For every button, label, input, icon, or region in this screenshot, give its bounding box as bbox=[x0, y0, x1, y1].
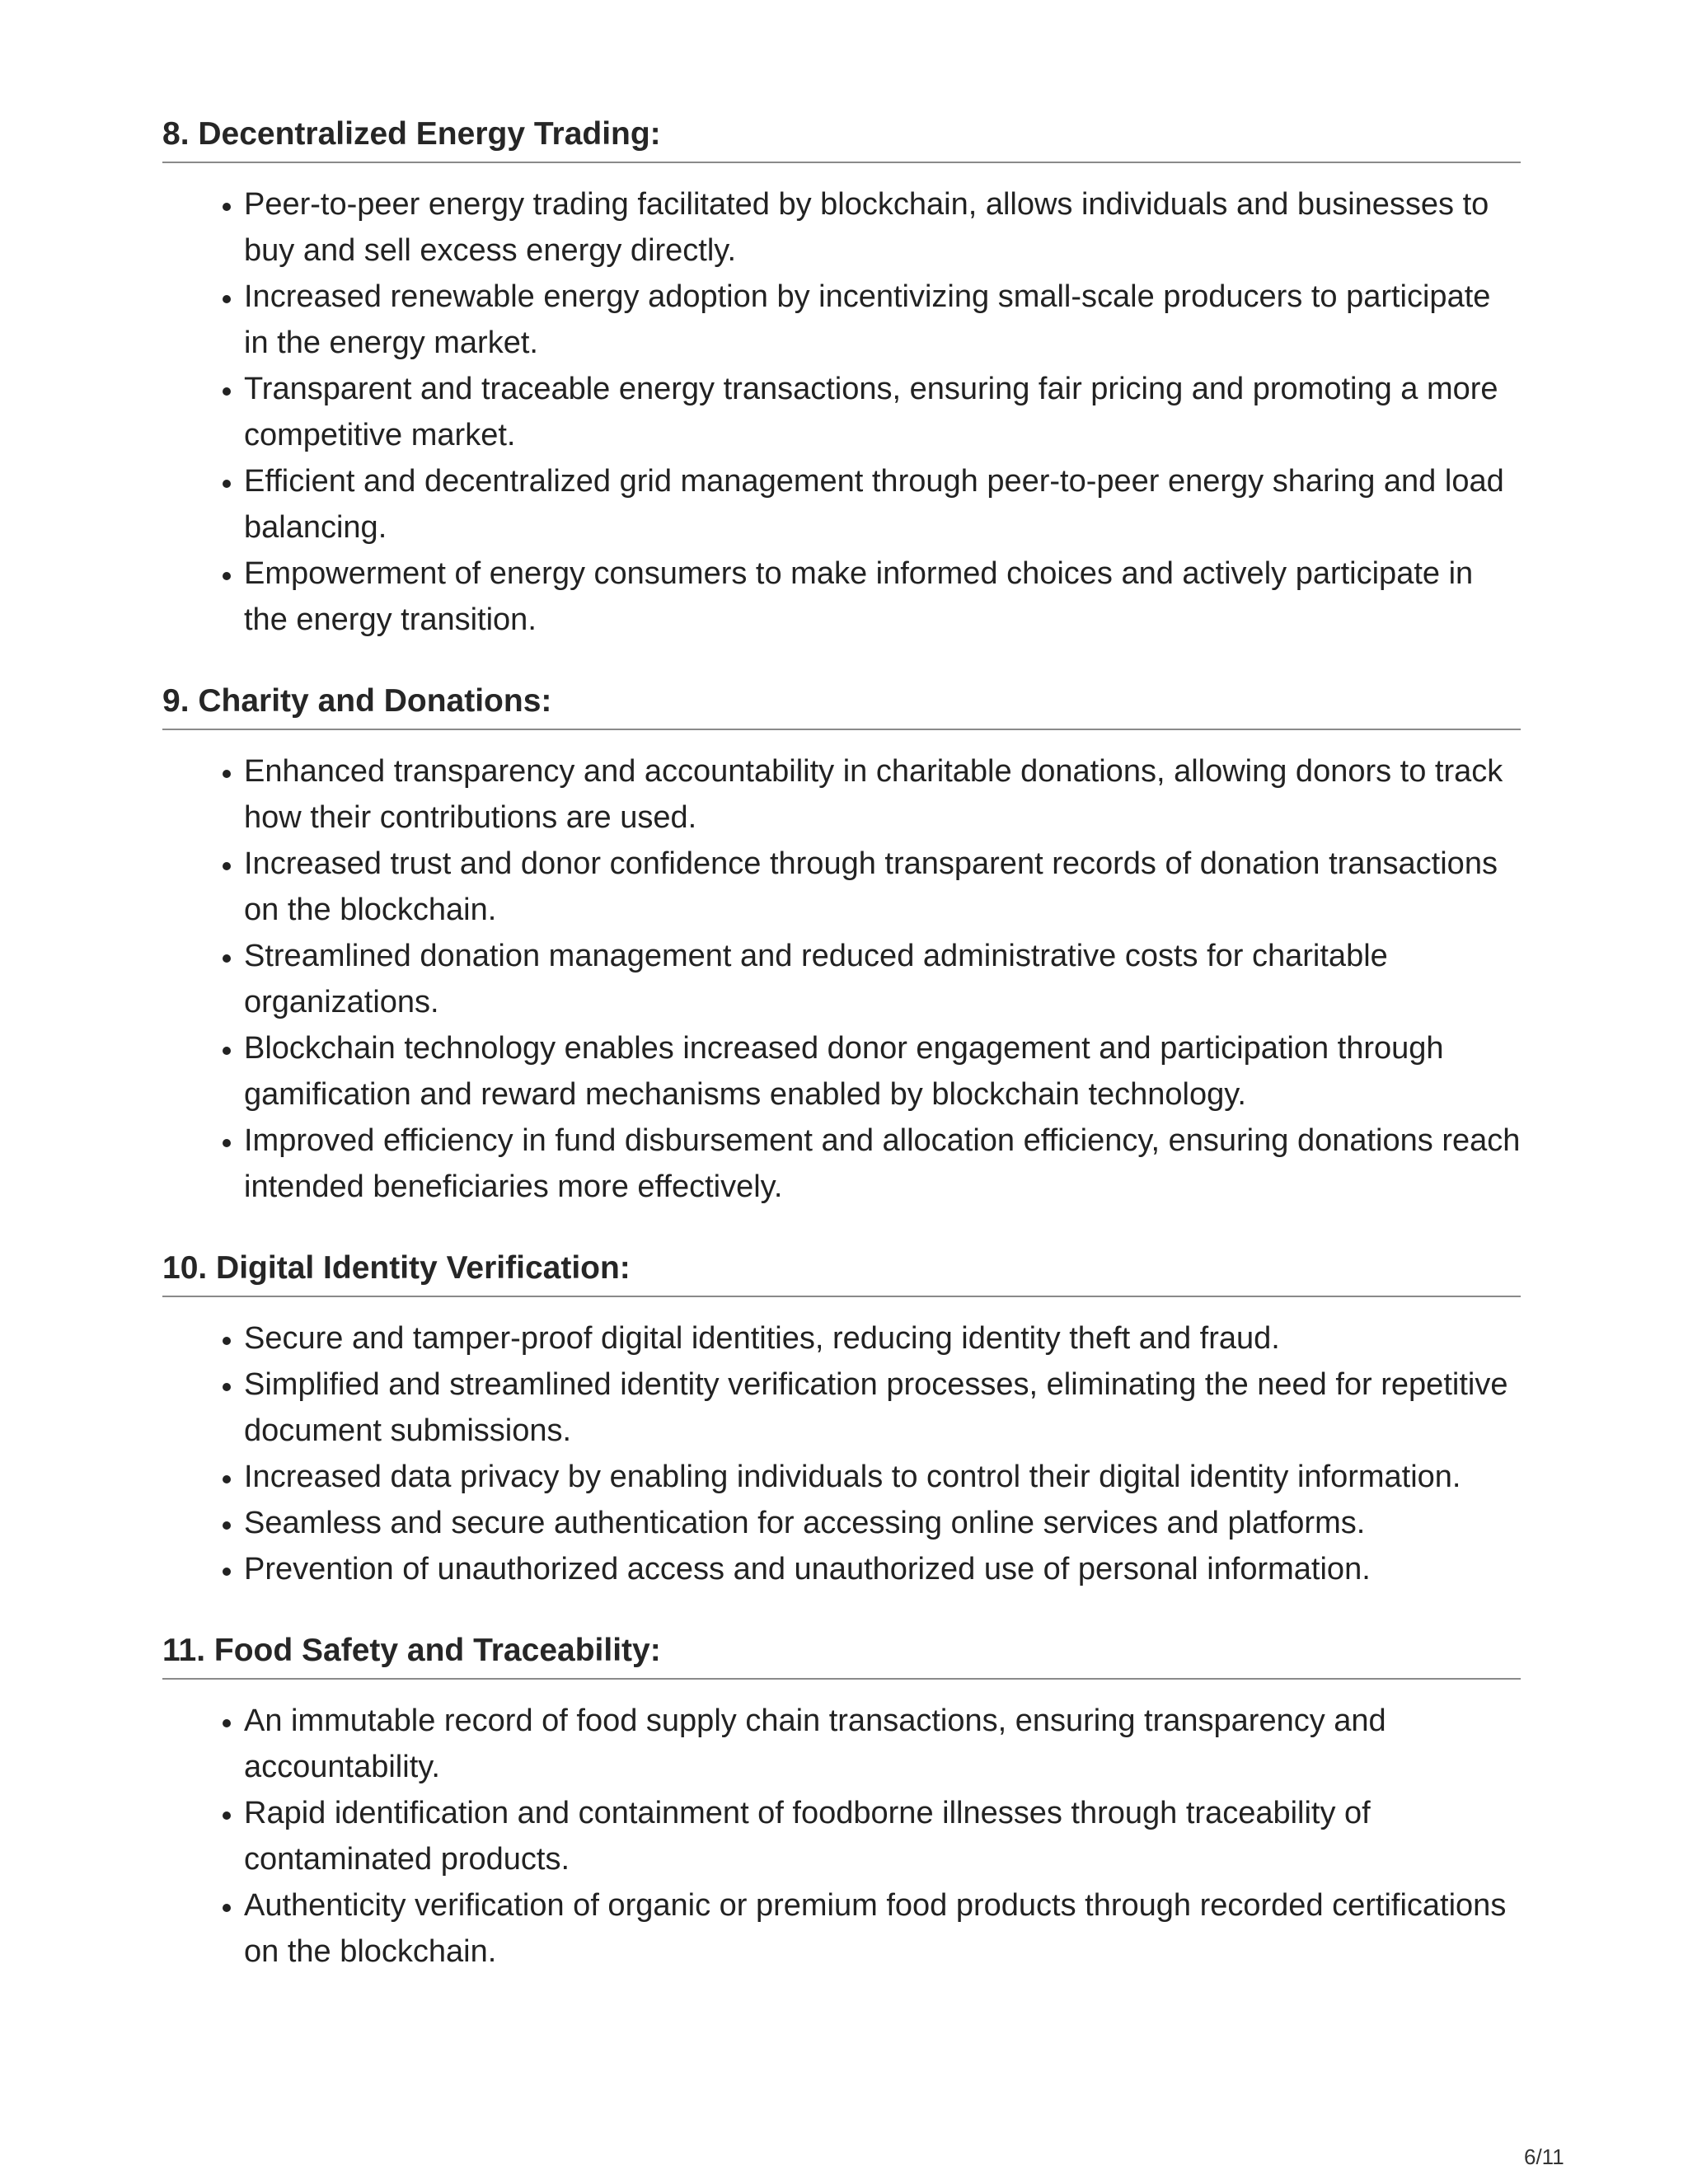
bullet-list bbox=[162, 748, 1521, 1210]
list-item: • Simplified and streamlined identity verification processes, eliminating the need for repetitive document submissions. bbox=[244, 1361, 1521, 1454]
list-item: • An immutable record of food supply chain transactions, ensuring transparency and accountability. bbox=[244, 1698, 1521, 1790]
document-body bbox=[162, 114, 1521, 2013]
list-item: • Blockchain technology enables increased donor engagement and participation through gamification and reward mechanisms enabled by blockchain technology. bbox=[244, 1025, 1521, 1118]
list-item: • Transparent and traceable energy transactions, ensuring fair pricing and promoting a more competitive market. bbox=[244, 366, 1521, 458]
section-digital-identity bbox=[162, 1248, 1521, 1592]
page-number: 6/11 bbox=[1524, 2144, 1564, 2169]
list-item: • Authenticity verification of organic or premium food products through recorded certifications on the blockchain. bbox=[244, 1882, 1521, 1975]
list-item: • Improved efficiency in fund disbursement and allocation efficiency, ensuring donations reach intended beneficiaries more effectively. bbox=[244, 1118, 1521, 1210]
section-energy-trading bbox=[162, 114, 1521, 643]
list-item: • Efficient and decentralized grid management through peer-to-peer energy sharing and load balancing. bbox=[244, 458, 1521, 551]
list-item: • Prevention of unauthorized access and unauthorized use of personal information. bbox=[244, 1546, 1521, 1592]
section-heading: 9. Charity and Donations: bbox=[162, 681, 1521, 730]
list-item: • Rapid identification and containment of foodborne illnesses through traceability of contaminated products. bbox=[244, 1790, 1521, 1882]
bullet-list bbox=[162, 1698, 1521, 1975]
section-food-safety bbox=[162, 1630, 1521, 1975]
section-heading: 10. Digital Identity Verification: bbox=[162, 1248, 1521, 1297]
list-item: • Streamlined donation management and reduced administrative costs for charitable organizations. bbox=[244, 933, 1521, 1025]
list-item: • Increased trust and donor confidence through transparent records of donation transactions on the blockchain. bbox=[244, 841, 1521, 933]
bullet-list bbox=[162, 1315, 1521, 1592]
list-item: • Secure and tamper-proof digital identities, reducing identity theft and fraud. bbox=[244, 1315, 1521, 1361]
list-item: • Seamless and secure authentication for accessing online services and platforms. bbox=[244, 1500, 1521, 1546]
section-heading: 8. Decentralized Energy Trading: bbox=[162, 114, 1521, 163]
list-item: • Increased renewable energy adoption by incentivizing small-scale producers to participate in the energy market. bbox=[244, 274, 1521, 366]
list-item: • Peer-to-peer energy trading facilitated by blockchain, allows individuals and businesses to buy and sell excess energy directly. bbox=[244, 181, 1521, 274]
list-item: • Empowerment of energy consumers to make informed choices and actively participate in the energy transition. bbox=[244, 551, 1521, 643]
list-item: • Increased data privacy by enabling individuals to control their digital identity information. bbox=[244, 1454, 1521, 1500]
section-heading: 11. Food Safety and Traceability: bbox=[162, 1630, 1521, 1680]
section-charity-donations bbox=[162, 681, 1521, 1210]
list-item: • Enhanced transparency and accountability in charitable donations, allowing donors to track how their contributions are used. bbox=[244, 748, 1521, 841]
bullet-list bbox=[162, 181, 1521, 643]
